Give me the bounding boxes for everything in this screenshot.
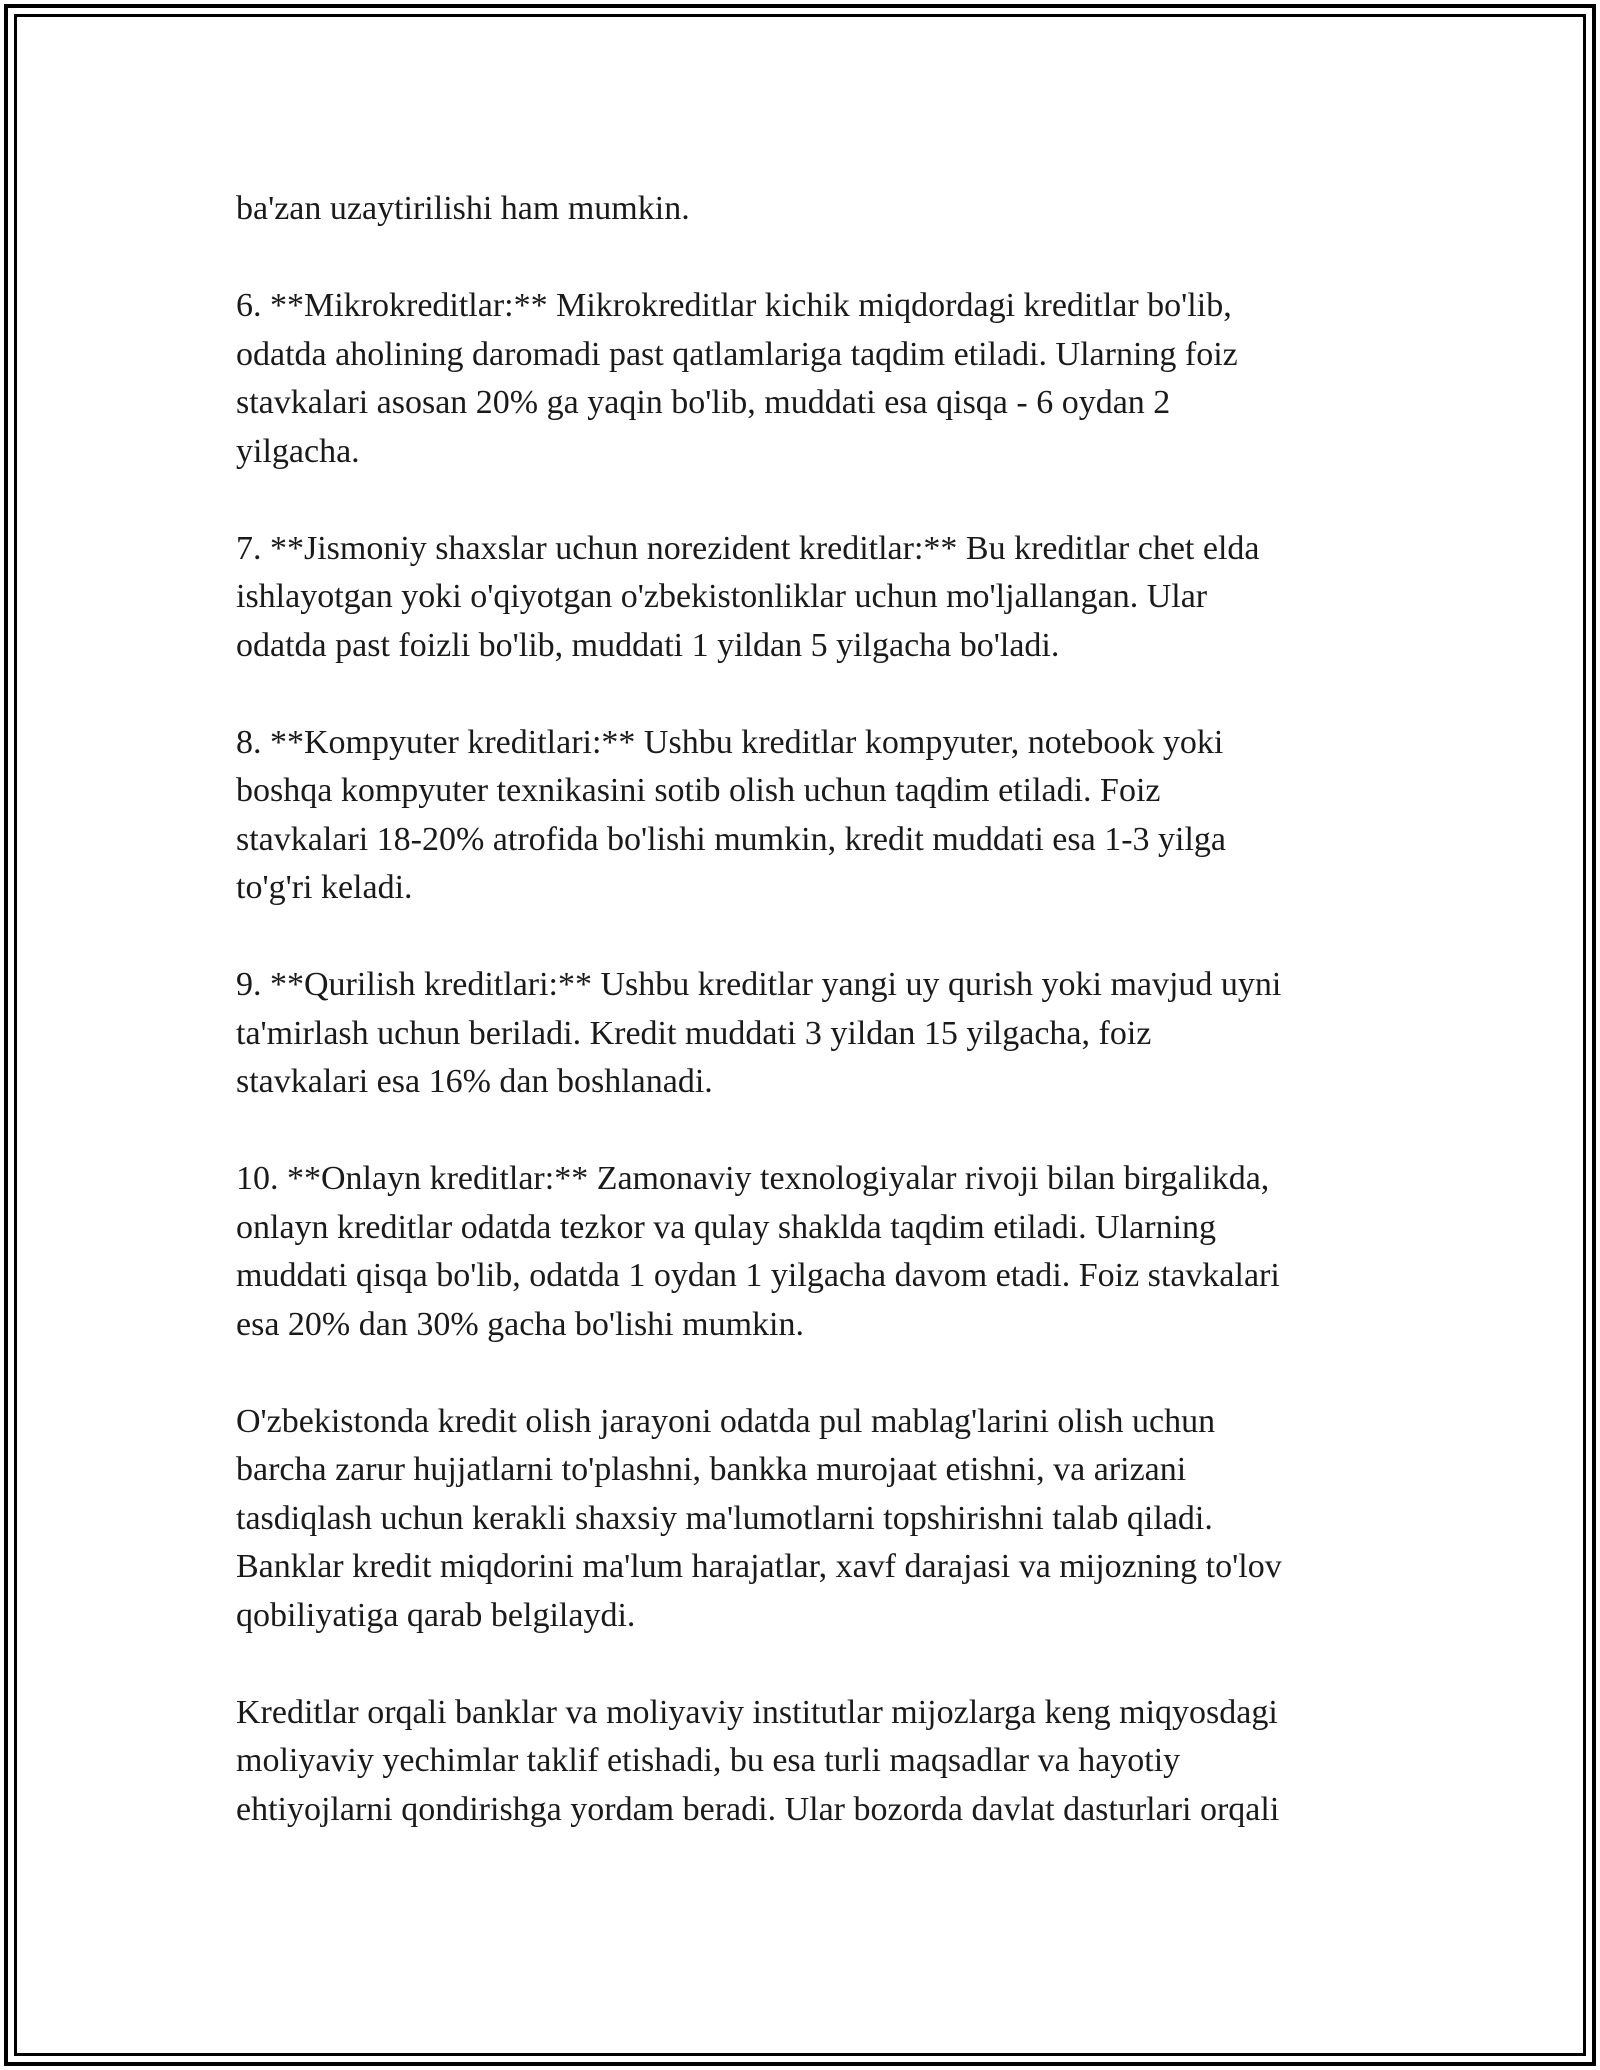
text-line: muddati qisqa bo'lib, odatda 1 oydan 1 yilgacha davom etadi. Foiz stavkalari xyxy=(236,1257,1280,1294)
paragraph-mikrokreditlar xyxy=(236,282,1386,476)
text-line: onlayn kreditlar odatda tezkor va qulay shaklda taqdim etiladi. Ularning xyxy=(236,1208,1217,1246)
document-body xyxy=(236,185,1386,1834)
paragraph-continuation xyxy=(236,185,1386,234)
text-line: esa 20% dan 30% gacha bo'lishi mumkin. xyxy=(236,1305,804,1343)
text-line: 6. **Mikrokreditlar:** Mikrokreditlar kichik miqdordagi kreditlar bo'lib, xyxy=(236,287,1232,324)
text-line: tasdiqlash uchun kerakli shaxsiy ma'lumotlarni topshirishni talab qiladi. xyxy=(236,1499,1213,1537)
text-line: odatda aholining daromadi past qatlamlariga taqdim etiladi. Ularning foiz xyxy=(236,335,1238,373)
text-line: ta'mirlash uchun beriladi. Kredit muddati 3 yildan 15 yilgacha, foiz xyxy=(236,1014,1152,1052)
text-line: yilgacha. xyxy=(236,432,360,470)
text-line: odatda past foizli bo'lib, muddati 1 yildan 5 yilgacha bo'ladi. xyxy=(236,626,1060,664)
paragraph-qurilish-kreditlari xyxy=(236,961,1386,1107)
paragraph-kredit-olish-jarayoni xyxy=(236,1398,1386,1641)
text-line: moliyaviy yechimlar taklif etishadi, bu esa turli maqsadlar va hayotiy xyxy=(236,1742,1181,1779)
text-line: ehtiyojlarni qondirishga yordam beradi. Ular bozorda davlat dasturlari orqali xyxy=(236,1790,1280,1828)
text-line: ba'zan uzaytirilishi ham mumkin. xyxy=(236,190,690,227)
text-line: boshqa kompyuter texnikasini sotib olish uchun taqdim etiladi. Foiz xyxy=(236,772,1161,809)
text-line: 9. **Qurilish kreditlari:** Ushbu kreditlar yangi uy qurish yoki mavjud uyni xyxy=(236,966,1282,1003)
paragraph-norezident-kreditlar xyxy=(236,525,1386,671)
paragraph-onlayn-kreditlar xyxy=(236,1155,1386,1349)
text-line: ishlayotgan yoki o'qiyotgan o'zbekistonliklar uchun mo'ljallangan. Ular xyxy=(236,578,1208,615)
text-line: 10. **Onlayn kreditlar:** Zamonaviy texnologiyalar rivoji bilan birgalikda, xyxy=(236,1160,1270,1197)
paragraph-moliyaviy-yechimlar xyxy=(236,1689,1386,1835)
text-line: barcha zarur hujjatlarni to'plashni, bankka murojaat etishni, va arizani xyxy=(236,1451,1187,1488)
text-line: to'g'ri keladi. xyxy=(236,869,413,906)
text-line: stavkalari asosan 20% ga yaqin bo'lib, muddati esa qisqa - 6 oydan 2 xyxy=(236,384,1171,421)
text-line: Kreditlar orqali banklar va moliyaviy institutlar mijozlarga keng miqyosdagi xyxy=(236,1693,1278,1731)
text-line: Banklar kredit miqdorini ma'lum harajatlar, xavf darajasi va mijozning to'lov xyxy=(236,1548,1282,1585)
text-line: stavkalari 18-20% atrofida bo'lishi mumkin, kredit muddati esa 1-3 yilga xyxy=(236,820,1227,858)
text-line: 7. **Jismoniy shaxslar uchun norezident kreditlar:** Bu kreditlar chet elda xyxy=(236,529,1260,567)
text-line: 8. **Kompyuter kreditlari:** Ushbu kreditlar kompyuter, notebook yoki xyxy=(236,723,1224,761)
paragraph-kompyuter-kreditlari xyxy=(236,719,1386,913)
text-line: stavkalari esa 16% dan boshlanadi. xyxy=(236,1063,713,1100)
text-line: O'zbekistonda kredit olish jarayoni odatda pul mablag'larini olish uchun xyxy=(236,1402,1216,1440)
text-line: qobiliyatiga qarab belgilaydi. xyxy=(236,1596,636,1634)
